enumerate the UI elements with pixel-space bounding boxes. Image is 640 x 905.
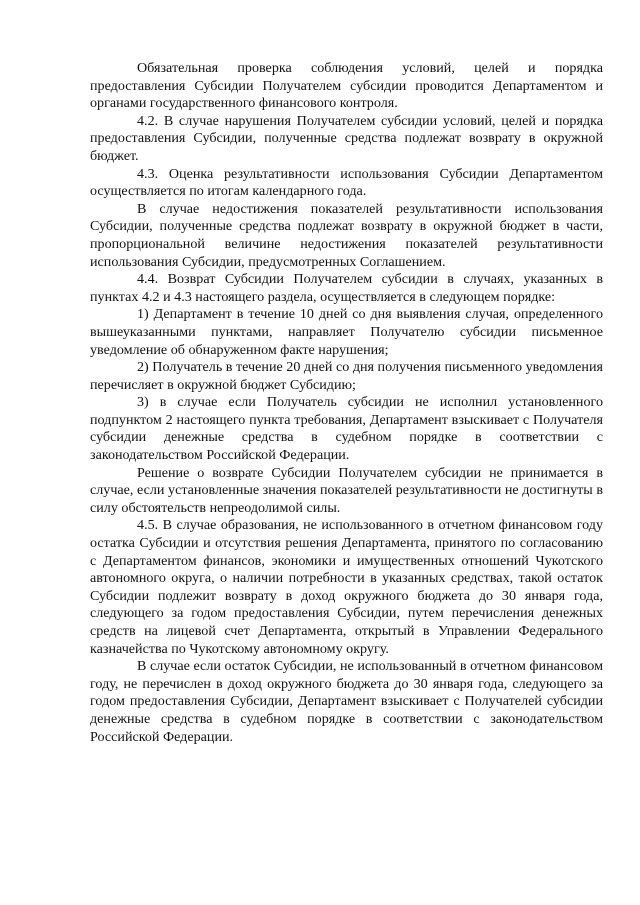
paragraph-control: Обязательная проверка соблюдения условий, целей и порядка предоставления Субсидии Получателем субсидии проводится Департаментом и органами государственного финансового контроля. bbox=[90, 60, 603, 112]
paragraph-residual-recovery: В случае если остаток Субсидии, не использованный в отчетном финансовом году, не перечислен в доход окружного бюджета до 30 января года, следующего за годом предоставления Субсидии, Департамент взыскивает с Получателей субсидии денежные средства в судебном порядке в соответствии с законодательством Российской Федерации. bbox=[90, 658, 603, 745]
paragraph-underachievement: В случае недостижения показателей результативности использования Субсидии, полученные средства подлежат возврату в окружной бюджет в части, пропорциональной величине недостижения показателей результативности использования Субсидии, предусмотренных Соглашением. bbox=[90, 200, 603, 270]
paragraph-4-2: 4.2. В случае нарушения Получателем субсидии условий, целей и порядка предоставления Субсидии, полученные средства подлежат возврату в окружной бюджет. bbox=[90, 112, 603, 164]
paragraph-force-majeure: Решение о возврате Субсидии Получателем субсидии не принимается в случае, если установленные значения показателей результативности не достигнуты в силу обстоятельств непреодолимой силы. bbox=[90, 464, 603, 516]
paragraph-4-4-item-1: 1) Департамент в течение 10 дней со дня выявления случая, определенного вышеуказанными пунктами, направляет Получателю субсидии письменное уведомление об обнаруженном факте нарушения; bbox=[90, 306, 603, 358]
paragraph-4-3: 4.3. Оценка результативности использования Субсидии Департаментом осуществляется по итогам календарного года. bbox=[90, 165, 603, 200]
document-page bbox=[90, 60, 603, 746]
paragraph-4-4-item-2: 2) Получатель в течение 20 дней со дня получения письменного уведомления перечисляет в окружной бюджет Субсидию; bbox=[90, 359, 603, 393]
paragraph-4-4-item-3: 3) в случае если Получатель субсидии не исполнил установленного подпунктом 2 настоящего пункта требования, Департамент взыскивает с Получателя субсидии денежные средства в судебном порядке в соответствии с законодательством Российской Федерации. bbox=[90, 394, 603, 464]
paragraph-4-5: 4.5. В случае образования, не использованного в отчетном финансовом году остатка Субсидии и отсутствия решения Департамента, принятого по согласованию с Департаментом финансов, экономики и имущественных отношений Чукотского автономного округа, о наличии потребности в указанных средствах, такой остаток Субсидии подлежит возврату в доход окружного бюджета до 30 января года, следующего за годом предоставления Субсидии, путем перечисления денежных средств на лицевой счет Департамента, открытый в Управлении Федерального казначейства по Чукотскому автономному округу. bbox=[90, 517, 603, 657]
paragraph-4-4: 4.4. Возврат Субсидии Получателем субсидии в случаях, указанных в пунктах 4.2 и 4.3 настоящего раздела, осуществляется в следующем порядке: bbox=[90, 271, 603, 305]
